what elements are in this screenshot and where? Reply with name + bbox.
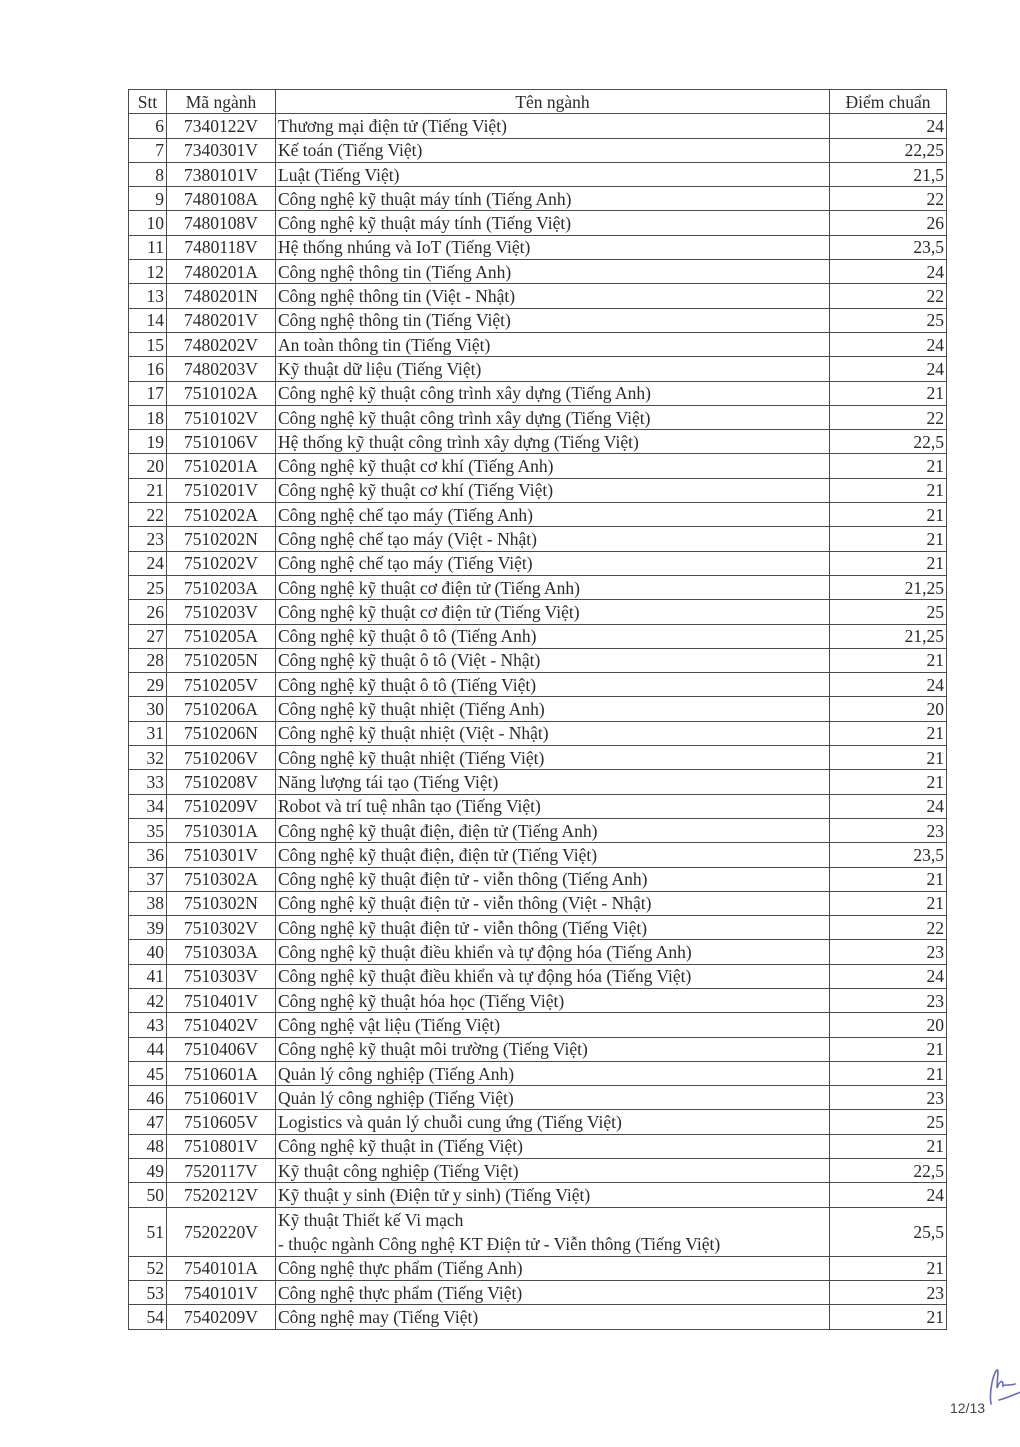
table-row bbox=[129, 697, 947, 721]
row-name-line1: Kỹ thuật Thiết kế Vi mạch bbox=[278, 1209, 464, 1230]
table-row bbox=[129, 1305, 947, 1329]
table-row bbox=[129, 332, 947, 356]
row-name: Công nghệ thông tin (Việt - Nhật) bbox=[276, 284, 830, 308]
table-row bbox=[129, 430, 947, 454]
row-name: Kỹ thuật y sinh (Điện tử y sinh) (Tiếng Việt) bbox=[276, 1183, 830, 1207]
row-code: 7480201N bbox=[167, 284, 276, 308]
table-row bbox=[129, 1134, 947, 1158]
row-stt: 44 bbox=[129, 1037, 167, 1061]
handwritten-signature bbox=[985, 1364, 1020, 1408]
row-stt: 40 bbox=[129, 940, 167, 964]
row-code: 7510302V bbox=[167, 916, 276, 940]
table-row bbox=[129, 648, 947, 672]
table-row bbox=[129, 673, 947, 697]
row-stt: 26 bbox=[129, 600, 167, 624]
row-name: Kế toán (Tiếng Việt) bbox=[276, 138, 830, 162]
row-code: 7480118V bbox=[167, 235, 276, 259]
row-score: 22 bbox=[830, 284, 947, 308]
row-code: 7540101A bbox=[167, 1256, 276, 1280]
row-code: 7510206A bbox=[167, 697, 276, 721]
row-stt: 27 bbox=[129, 624, 167, 648]
row-code: 7540209V bbox=[167, 1305, 276, 1329]
row-name bbox=[276, 1207, 830, 1256]
row-code: 7510301A bbox=[167, 818, 276, 842]
row-score: 24 bbox=[830, 260, 947, 284]
row-name: Năng lượng tái tạo (Tiếng Việt) bbox=[276, 770, 830, 794]
row-name: Công nghệ kỹ thuật điện, điện tử (Tiếng Việt) bbox=[276, 843, 830, 867]
row-code: 7510201A bbox=[167, 454, 276, 478]
table-header-row bbox=[129, 90, 947, 114]
row-stt: 35 bbox=[129, 818, 167, 842]
row-code: 7510208V bbox=[167, 770, 276, 794]
row-score: 23,5 bbox=[830, 843, 947, 867]
table-row bbox=[129, 1183, 947, 1207]
row-stt: 20 bbox=[129, 454, 167, 478]
row-code: 7480108A bbox=[167, 187, 276, 211]
row-score: 23 bbox=[830, 988, 947, 1012]
row-name: Công nghệ vật liệu (Tiếng Việt) bbox=[276, 1013, 830, 1037]
row-name: Công nghệ kỹ thuật cơ khí (Tiếng Anh) bbox=[276, 454, 830, 478]
table-row bbox=[129, 940, 947, 964]
row-score: 23 bbox=[830, 818, 947, 842]
table-row bbox=[129, 1061, 947, 1085]
row-code: 7510205N bbox=[167, 648, 276, 672]
row-name: Công nghệ kỹ thuật điều khiển và tự động hóa (Tiếng Việt) bbox=[276, 964, 830, 988]
row-stt: 39 bbox=[129, 916, 167, 940]
row-stt: 33 bbox=[129, 770, 167, 794]
table-row bbox=[129, 1013, 947, 1037]
row-stt: 36 bbox=[129, 843, 167, 867]
row-code: 7510209V bbox=[167, 794, 276, 818]
table-row bbox=[129, 405, 947, 429]
row-name: Công nghệ kỹ thuật điện tử - viễn thông (Tiếng Anh) bbox=[276, 867, 830, 891]
row-stt: 29 bbox=[129, 673, 167, 697]
table-row bbox=[129, 964, 947, 988]
page-number: 12/13 bbox=[950, 1400, 986, 1416]
row-stt: 22 bbox=[129, 503, 167, 527]
table-row bbox=[129, 746, 947, 770]
row-score: 22,5 bbox=[830, 430, 947, 454]
row-code: 7510605V bbox=[167, 1110, 276, 1134]
row-name: Kỹ thuật công nghiệp (Tiếng Việt) bbox=[276, 1159, 830, 1183]
table-row bbox=[129, 867, 947, 891]
row-name: Logistics và quản lý chuỗi cung ứng (Tiếng Việt) bbox=[276, 1110, 830, 1134]
row-stt: 54 bbox=[129, 1305, 167, 1329]
table-row bbox=[129, 211, 947, 235]
row-stt: 6 bbox=[129, 114, 167, 138]
row-score: 25 bbox=[830, 308, 947, 332]
row-name: Công nghệ kỹ thuật công trình xây dựng (Tiếng Anh) bbox=[276, 381, 830, 405]
row-stt: 14 bbox=[129, 308, 167, 332]
row-name: Công nghệ kỹ thuật máy tính (Tiếng Việt) bbox=[276, 211, 830, 235]
row-score: 20 bbox=[830, 697, 947, 721]
row-score: 21 bbox=[830, 551, 947, 575]
row-score: 21 bbox=[830, 1256, 947, 1280]
row-name: Hệ thống nhúng và IoT (Tiếng Việt) bbox=[276, 235, 830, 259]
row-code: 7510406V bbox=[167, 1037, 276, 1061]
row-name: Hệ thống kỹ thuật công trình xây dựng (Tiếng Việt) bbox=[276, 430, 830, 454]
row-code: 7510302A bbox=[167, 867, 276, 891]
row-score: 23,5 bbox=[830, 235, 947, 259]
row-stt: 8 bbox=[129, 162, 167, 186]
row-name: Quản lý công nghiệp (Tiếng Anh) bbox=[276, 1061, 830, 1085]
row-stt: 18 bbox=[129, 405, 167, 429]
table-row bbox=[129, 770, 947, 794]
row-name: Công nghệ kỹ thuật máy tính (Tiếng Anh) bbox=[276, 187, 830, 211]
table-row bbox=[129, 284, 947, 308]
row-name: Công nghệ kỹ thuật in (Tiếng Việt) bbox=[276, 1134, 830, 1158]
row-name: Công nghệ may (Tiếng Việt) bbox=[276, 1305, 830, 1329]
row-score: 21 bbox=[830, 1061, 947, 1085]
row-stt: 51 bbox=[129, 1207, 167, 1256]
row-name: Công nghệ kỹ thuật điện tử - viễn thông (Tiếng Việt) bbox=[276, 916, 830, 940]
row-name: Công nghệ kỹ thuật ô tô (Tiếng Anh) bbox=[276, 624, 830, 648]
row-score: 21,25 bbox=[830, 575, 947, 599]
table-row bbox=[129, 843, 947, 867]
row-score: 23 bbox=[830, 940, 947, 964]
row-score: 21 bbox=[830, 648, 947, 672]
table-row bbox=[129, 260, 947, 284]
row-code: 7540101V bbox=[167, 1280, 276, 1304]
row-code: 7510106V bbox=[167, 430, 276, 454]
row-stt: 49 bbox=[129, 1159, 167, 1183]
row-code: 7480202V bbox=[167, 332, 276, 356]
table-row bbox=[129, 138, 947, 162]
table-row bbox=[129, 575, 947, 599]
row-name: Kỹ thuật dữ liệu (Tiếng Việt) bbox=[276, 357, 830, 381]
row-name: Công nghệ chế tạo máy (Tiếng Anh) bbox=[276, 503, 830, 527]
table-row bbox=[129, 503, 947, 527]
row-name: Công nghệ kỹ thuật nhiệt (Tiếng Việt) bbox=[276, 746, 830, 770]
row-name: Công nghệ thực phẩm (Tiếng Anh) bbox=[276, 1256, 830, 1280]
row-stt: 25 bbox=[129, 575, 167, 599]
row-code: 7480108V bbox=[167, 211, 276, 235]
table-row bbox=[129, 600, 947, 624]
row-score: 26 bbox=[830, 211, 947, 235]
row-name-line2: - thuộc ngành Công nghệ KT Điện tử - Viễn thông (Tiếng Việt) bbox=[278, 1233, 721, 1254]
row-code: 7510401V bbox=[167, 988, 276, 1012]
row-name: Công nghệ thực phẩm (Tiếng Việt) bbox=[276, 1280, 830, 1304]
row-score: 24 bbox=[830, 114, 947, 138]
row-score: 24 bbox=[830, 332, 947, 356]
row-stt: 10 bbox=[129, 211, 167, 235]
row-code: 7510801V bbox=[167, 1134, 276, 1158]
row-stt: 31 bbox=[129, 721, 167, 745]
row-name: Robot và trí tuệ nhân tạo (Tiếng Việt) bbox=[276, 794, 830, 818]
row-stt: 24 bbox=[129, 551, 167, 575]
row-name: Công nghệ kỹ thuật nhiệt (Việt - Nhật) bbox=[276, 721, 830, 745]
row-score: 25 bbox=[830, 1110, 947, 1134]
table-row bbox=[129, 721, 947, 745]
row-code: 7520212V bbox=[167, 1183, 276, 1207]
table-row bbox=[129, 162, 947, 186]
row-stt: 30 bbox=[129, 697, 167, 721]
row-score: 25,5 bbox=[830, 1207, 947, 1256]
row-stt: 46 bbox=[129, 1086, 167, 1110]
row-code: 7510402V bbox=[167, 1013, 276, 1037]
row-name: Công nghệ thông tin (Tiếng Anh) bbox=[276, 260, 830, 284]
row-score: 24 bbox=[830, 794, 947, 818]
row-stt: 17 bbox=[129, 381, 167, 405]
table-row bbox=[129, 551, 947, 575]
row-stt: 23 bbox=[129, 527, 167, 551]
row-name: Công nghệ thông tin (Tiếng Việt) bbox=[276, 308, 830, 332]
row-score: 21 bbox=[830, 746, 947, 770]
row-stt: 19 bbox=[129, 430, 167, 454]
row-code: 7340122V bbox=[167, 114, 276, 138]
row-stt: 13 bbox=[129, 284, 167, 308]
header-score: Điểm chuẩn bbox=[830, 90, 947, 114]
row-stt: 52 bbox=[129, 1256, 167, 1280]
table-row bbox=[129, 1037, 947, 1061]
row-name: Công nghệ kỹ thuật điều khiển và tự động hóa (Tiếng Anh) bbox=[276, 940, 830, 964]
row-stt: 48 bbox=[129, 1134, 167, 1158]
table-row bbox=[129, 357, 947, 381]
row-score: 24 bbox=[830, 1183, 947, 1207]
row-code: 7510102A bbox=[167, 381, 276, 405]
row-name: Quản lý công nghiệp (Tiếng Việt) bbox=[276, 1086, 830, 1110]
row-stt: 21 bbox=[129, 478, 167, 502]
header-code: Mã ngành bbox=[167, 90, 276, 114]
row-code: 7510601V bbox=[167, 1086, 276, 1110]
row-score: 21,25 bbox=[830, 624, 947, 648]
row-score: 24 bbox=[830, 673, 947, 697]
row-stt: 41 bbox=[129, 964, 167, 988]
row-stt: 47 bbox=[129, 1110, 167, 1134]
row-score: 21 bbox=[830, 1134, 947, 1158]
row-score: 22 bbox=[830, 187, 947, 211]
row-code: 7510601A bbox=[167, 1061, 276, 1085]
row-code: 7340301V bbox=[167, 138, 276, 162]
row-name: Công nghệ kỹ thuật cơ khí (Tiếng Việt) bbox=[276, 478, 830, 502]
row-code: 7510206V bbox=[167, 746, 276, 770]
row-stt: 38 bbox=[129, 891, 167, 915]
row-score: 21 bbox=[830, 891, 947, 915]
row-score: 22 bbox=[830, 916, 947, 940]
table-row bbox=[129, 1086, 947, 1110]
row-score: 21 bbox=[830, 770, 947, 794]
row-name: Công nghệ kỹ thuật môi trường (Tiếng Việt) bbox=[276, 1037, 830, 1061]
row-name: Công nghệ kỹ thuật hóa học (Tiếng Việt) bbox=[276, 988, 830, 1012]
row-name: Công nghệ chế tạo máy (Tiếng Việt) bbox=[276, 551, 830, 575]
table-row bbox=[129, 308, 947, 332]
row-code: 7510303A bbox=[167, 940, 276, 964]
row-score: 24 bbox=[830, 964, 947, 988]
table-row bbox=[129, 624, 947, 648]
row-stt: 50 bbox=[129, 1183, 167, 1207]
row-stt: 9 bbox=[129, 187, 167, 211]
row-code: 7520117V bbox=[167, 1159, 276, 1183]
table-body bbox=[129, 114, 947, 1329]
row-name: Công nghệ kỹ thuật điện, điện tử (Tiếng Anh) bbox=[276, 818, 830, 842]
table-row bbox=[129, 1159, 947, 1183]
row-code: 7520220V bbox=[167, 1207, 276, 1256]
row-name: Công nghệ kỹ thuật ô tô (Tiếng Việt) bbox=[276, 673, 830, 697]
row-name: Công nghệ chế tạo máy (Việt - Nhật) bbox=[276, 527, 830, 551]
table-row bbox=[129, 1280, 947, 1304]
row-name: An toàn thông tin (Tiếng Việt) bbox=[276, 332, 830, 356]
row-name: Thương mại điện tử (Tiếng Việt) bbox=[276, 114, 830, 138]
row-score: 21 bbox=[830, 381, 947, 405]
row-score: 22,5 bbox=[830, 1159, 947, 1183]
row-score: 21 bbox=[830, 478, 947, 502]
table-row bbox=[129, 1207, 947, 1256]
table-row bbox=[129, 891, 947, 915]
table-row bbox=[129, 478, 947, 502]
row-stt: 16 bbox=[129, 357, 167, 381]
row-code: 7480203V bbox=[167, 357, 276, 381]
table-row bbox=[129, 794, 947, 818]
row-score: 21 bbox=[830, 721, 947, 745]
row-stt: 28 bbox=[129, 648, 167, 672]
table-row bbox=[129, 818, 947, 842]
row-code: 7510202N bbox=[167, 527, 276, 551]
row-code: 7510203V bbox=[167, 600, 276, 624]
header-stt: Stt bbox=[129, 90, 167, 114]
row-score: 22,25 bbox=[830, 138, 947, 162]
row-code: 7510202A bbox=[167, 503, 276, 527]
row-code: 7510201V bbox=[167, 478, 276, 502]
cutoff-scores-table bbox=[128, 89, 947, 1330]
row-code: 7380101V bbox=[167, 162, 276, 186]
row-code: 7510203A bbox=[167, 575, 276, 599]
row-code: 7510202V bbox=[167, 551, 276, 575]
row-code: 7510206N bbox=[167, 721, 276, 745]
row-score: 21 bbox=[830, 1037, 947, 1061]
row-stt: 12 bbox=[129, 260, 167, 284]
table-row bbox=[129, 1110, 947, 1134]
row-code: 7510303V bbox=[167, 964, 276, 988]
row-score: 21 bbox=[830, 527, 947, 551]
row-stt: 34 bbox=[129, 794, 167, 818]
row-score: 21 bbox=[830, 1305, 947, 1329]
row-code: 7480201A bbox=[167, 260, 276, 284]
row-score: 21 bbox=[830, 454, 947, 478]
row-name: Luật (Tiếng Việt) bbox=[276, 162, 830, 186]
row-score: 20 bbox=[830, 1013, 947, 1037]
row-stt: 32 bbox=[129, 746, 167, 770]
row-code: 7510205V bbox=[167, 673, 276, 697]
row-code: 7510301V bbox=[167, 843, 276, 867]
table-row bbox=[129, 235, 947, 259]
row-name: Công nghệ kỹ thuật điện tử - viễn thông (Việt - Nhật) bbox=[276, 891, 830, 915]
row-stt: 11 bbox=[129, 235, 167, 259]
row-score: 23 bbox=[830, 1280, 947, 1304]
row-score: 23 bbox=[830, 1086, 947, 1110]
header-name: Tên ngành bbox=[276, 90, 830, 114]
table-row bbox=[129, 381, 947, 405]
row-stt: 53 bbox=[129, 1280, 167, 1304]
table-row bbox=[129, 916, 947, 940]
table-row bbox=[129, 988, 947, 1012]
row-score: 24 bbox=[830, 357, 947, 381]
row-code: 7510102V bbox=[167, 405, 276, 429]
row-code: 7480201V bbox=[167, 308, 276, 332]
row-stt: 42 bbox=[129, 988, 167, 1012]
row-name: Công nghệ kỹ thuật công trình xây dựng (Tiếng Việt) bbox=[276, 405, 830, 429]
row-score: 21 bbox=[830, 867, 947, 891]
table-row bbox=[129, 187, 947, 211]
table-row bbox=[129, 114, 947, 138]
table-row bbox=[129, 1256, 947, 1280]
row-name: Công nghệ kỹ thuật nhiệt (Tiếng Anh) bbox=[276, 697, 830, 721]
table-row bbox=[129, 454, 947, 478]
row-score: 21 bbox=[830, 503, 947, 527]
row-stt: 15 bbox=[129, 332, 167, 356]
table-row bbox=[129, 527, 947, 551]
row-stt: 43 bbox=[129, 1013, 167, 1037]
row-stt: 45 bbox=[129, 1061, 167, 1085]
row-stt: 7 bbox=[129, 138, 167, 162]
row-score: 21,5 bbox=[830, 162, 947, 186]
row-name: Công nghệ kỹ thuật cơ điện tử (Tiếng Anh) bbox=[276, 575, 830, 599]
row-code: 7510205A bbox=[167, 624, 276, 648]
row-score: 25 bbox=[830, 600, 947, 624]
row-score: 22 bbox=[830, 405, 947, 429]
row-name: Công nghệ kỹ thuật ô tô (Việt - Nhật) bbox=[276, 648, 830, 672]
row-name: Công nghệ kỹ thuật cơ điện tử (Tiếng Việt) bbox=[276, 600, 830, 624]
row-code: 7510302N bbox=[167, 891, 276, 915]
row-stt: 37 bbox=[129, 867, 167, 891]
